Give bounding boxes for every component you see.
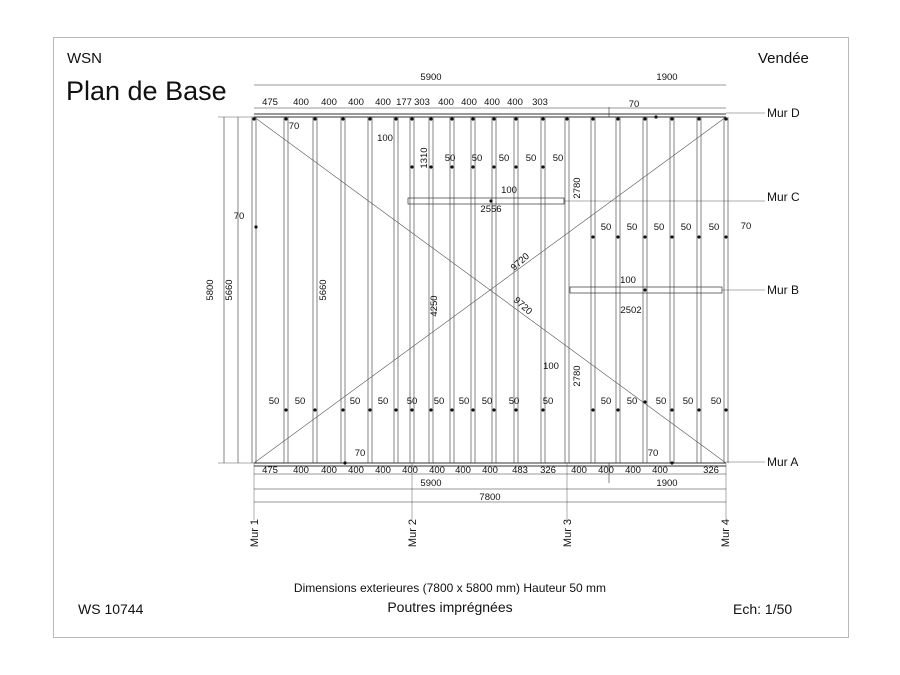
diagonal-length-label: 9720 bbox=[508, 250, 532, 274]
joint-marker bbox=[643, 117, 646, 120]
dim-label-top-segment: 303 bbox=[414, 97, 430, 108]
joint-marker bbox=[591, 408, 594, 411]
spacer-label-100: 100 bbox=[377, 133, 393, 144]
joint-marker bbox=[541, 117, 544, 120]
wall-label-mur-1: Mur 1 bbox=[249, 518, 261, 548]
dim-label-bottom-1900: 1900 bbox=[656, 478, 678, 489]
wall-label-mur-d: Mur D bbox=[767, 106, 800, 120]
joist-label-1310: 1310 bbox=[419, 147, 430, 169]
exterior-dimensions-note: Dimensions exterieures (7800 x 5800 mm) Hauteur 50 mm bbox=[293, 581, 607, 595]
joint-marker bbox=[492, 408, 495, 411]
joint-marker bbox=[616, 117, 619, 120]
joint-marker bbox=[670, 408, 673, 411]
joint-marker bbox=[410, 117, 413, 120]
dim-label-bottom-segment: 400 bbox=[652, 465, 668, 476]
wall-label-mur-4: Mur 4 bbox=[720, 518, 732, 548]
wall-label-mur-b: Mur B bbox=[767, 283, 800, 297]
diagonal-length-label: 9720 bbox=[511, 294, 535, 318]
joint-marker bbox=[368, 408, 371, 411]
dim-label-top-segment: 475 bbox=[262, 97, 278, 108]
joint-marker bbox=[697, 117, 700, 120]
dim-label-top-5900: 5900 bbox=[420, 72, 442, 83]
spacer-label-70: 70 bbox=[628, 99, 640, 110]
dim-label-top-segment: 177 bbox=[396, 97, 412, 108]
wall-label-mur-c: Mur C bbox=[767, 190, 800, 204]
spacer-label-70: 70 bbox=[233, 211, 245, 222]
joint-marker bbox=[514, 408, 517, 411]
joint-marker bbox=[697, 408, 700, 411]
dim-label-bottom-segment: 400 bbox=[375, 465, 391, 476]
joint-marker bbox=[541, 165, 544, 168]
joint-marker bbox=[492, 165, 495, 168]
spacer-label-50: 50 bbox=[268, 396, 280, 407]
joint-marker bbox=[616, 408, 619, 411]
joint-marker bbox=[284, 117, 287, 120]
dim-label-bottom-segment: 400 bbox=[482, 465, 498, 476]
dim-label-top-segment: 400 bbox=[375, 97, 391, 108]
joint-marker bbox=[450, 117, 453, 120]
joint-marker bbox=[471, 165, 474, 168]
spacer-label-50: 50 bbox=[542, 396, 554, 407]
joint-marker bbox=[284, 408, 287, 411]
spacer-label-50: 50 bbox=[600, 396, 612, 407]
dim-label-bottom-segment: 400 bbox=[598, 465, 614, 476]
joint-marker bbox=[643, 235, 646, 238]
joist-label-5660: 5660 bbox=[318, 279, 329, 301]
drawing-reference: WS 10744 bbox=[78, 601, 144, 617]
plan-linework bbox=[218, 85, 765, 520]
dim-label-bottom-segment: 475 bbox=[262, 465, 278, 476]
spacer-label-100: 100 bbox=[620, 275, 636, 286]
spacer-label-50: 50 bbox=[626, 396, 638, 407]
dim-label-bottom-segment: 326 bbox=[540, 465, 556, 476]
dim-label-bottom-segment: 400 bbox=[348, 465, 364, 476]
header-width-label-c: 2556 bbox=[480, 204, 502, 215]
dim-label-top-segment: 400 bbox=[484, 97, 500, 108]
joint-marker bbox=[471, 117, 474, 120]
spacer-label-50: 50 bbox=[708, 222, 720, 233]
joint-marker bbox=[450, 408, 453, 411]
spacer-label-50: 50 bbox=[433, 396, 445, 407]
joint-marker bbox=[429, 408, 432, 411]
spacer-label-70: 70 bbox=[288, 121, 300, 132]
spacer-label-50: 50 bbox=[508, 396, 520, 407]
spacer-label-50: 50 bbox=[653, 222, 665, 233]
joint-marker bbox=[670, 235, 673, 238]
dim-label-bottom-7800: 7800 bbox=[479, 492, 501, 503]
wall-label-mur-2: Mur 2 bbox=[407, 518, 419, 548]
joint-marker bbox=[341, 408, 344, 411]
joint-marker bbox=[341, 117, 344, 120]
joint-marker bbox=[450, 165, 453, 168]
joint-marker bbox=[670, 461, 673, 464]
dim-label-top-segment: 400 bbox=[461, 97, 477, 108]
joint-marker bbox=[368, 117, 371, 120]
drawing-scale: Ech: 1/50 bbox=[733, 601, 793, 617]
header-width-label-b: 2502 bbox=[620, 305, 642, 316]
spacer-label-100: 100 bbox=[501, 185, 517, 196]
wall-label-mur-a: Mur A bbox=[767, 455, 799, 469]
joint-marker bbox=[394, 408, 397, 411]
spacer-label-50: 50 bbox=[680, 222, 692, 233]
joint-marker bbox=[313, 408, 316, 411]
spacer-label-50: 50 bbox=[377, 396, 389, 407]
joint-marker bbox=[643, 288, 646, 291]
joist-label-2780: 2780 bbox=[572, 365, 583, 387]
dim-label-top-segment: 400 bbox=[348, 97, 364, 108]
spacer-label-50: 50 bbox=[682, 396, 694, 407]
spacer-label-50: 50 bbox=[481, 396, 493, 407]
spacer-label-50: 50 bbox=[655, 396, 667, 407]
beams-note: Poutres imprégnées bbox=[387, 599, 513, 615]
spacer-label-50: 50 bbox=[471, 153, 483, 164]
joint-marker bbox=[541, 408, 544, 411]
dim-label-bottom-segment: 400 bbox=[625, 465, 641, 476]
joint-marker bbox=[724, 117, 727, 120]
joint-marker bbox=[654, 115, 657, 118]
spacer-label-50: 50 bbox=[710, 396, 722, 407]
dim-label-top-segment: 303 bbox=[532, 97, 548, 108]
spacer-label-70: 70 bbox=[354, 448, 366, 459]
spacer-label-50: 50 bbox=[294, 396, 306, 407]
joint-marker bbox=[410, 165, 413, 168]
dim-label-bottom-segment: 400 bbox=[402, 465, 418, 476]
dim-label-bottom-segment: 326 bbox=[703, 465, 719, 476]
joint-marker bbox=[724, 235, 727, 238]
spacer-label-50: 50 bbox=[406, 396, 418, 407]
dim-label-top-segment: 400 bbox=[507, 97, 523, 108]
spacer-label-50: 50 bbox=[600, 222, 612, 233]
dim-label-bottom-segment: 400 bbox=[321, 465, 337, 476]
joint-marker bbox=[643, 400, 646, 403]
dim-label-top-1900: 1900 bbox=[656, 72, 678, 83]
joint-marker bbox=[489, 199, 492, 202]
dim-label-bottom-segment: 400 bbox=[455, 465, 471, 476]
spacer-label-50: 50 bbox=[444, 153, 456, 164]
dim-label-height-5800: 5800 bbox=[205, 279, 216, 301]
dim-label-bottom-segment: 400 bbox=[429, 465, 445, 476]
joint-marker bbox=[514, 117, 517, 120]
joint-marker bbox=[724, 408, 727, 411]
spacer-label-50: 50 bbox=[498, 153, 510, 164]
dim-label-top-segment: 400 bbox=[293, 97, 309, 108]
spacer-label-50: 50 bbox=[552, 153, 564, 164]
joint-marker bbox=[514, 165, 517, 168]
joint-marker bbox=[394, 117, 397, 120]
joint-marker bbox=[591, 117, 594, 120]
dim-label-bottom-segment: 400 bbox=[293, 465, 309, 476]
dim-label-bottom-segment: 400 bbox=[571, 465, 587, 476]
joint-marker bbox=[471, 408, 474, 411]
joint-marker bbox=[670, 117, 673, 120]
joist-label-4250: 4250 bbox=[429, 295, 440, 317]
spacer-label-50: 50 bbox=[525, 153, 537, 164]
joint-marker bbox=[410, 408, 413, 411]
joint-marker bbox=[697, 235, 700, 238]
dim-label-top-segment: 400 bbox=[438, 97, 454, 108]
spacer-label-50: 50 bbox=[349, 396, 361, 407]
dim-label-height-5660: 5660 bbox=[224, 279, 235, 301]
joint-marker bbox=[565, 117, 568, 120]
joint-marker bbox=[429, 117, 432, 120]
dim-label-bottom-segment: 483 bbox=[512, 465, 528, 476]
dim-label-top-segment: 400 bbox=[321, 97, 337, 108]
dim-label-bottom-5900: 5900 bbox=[420, 478, 442, 489]
spacer-label-70: 70 bbox=[740, 221, 752, 232]
joint-marker bbox=[616, 235, 619, 238]
spacer-label-100: 100 bbox=[543, 361, 559, 372]
brand-label: WSN bbox=[67, 50, 102, 67]
joint-marker bbox=[343, 461, 346, 464]
region-label: Vendée bbox=[758, 50, 809, 67]
joint-marker bbox=[313, 117, 316, 120]
joint-marker bbox=[254, 225, 257, 228]
spacer-label-50: 50 bbox=[626, 222, 638, 233]
spacer-label-70: 70 bbox=[647, 448, 659, 459]
page-title: Plan de Base bbox=[66, 76, 227, 106]
wall-label-mur-3: Mur 3 bbox=[562, 518, 574, 548]
joint-marker bbox=[252, 117, 255, 120]
joist-label-2780: 2780 bbox=[572, 177, 583, 199]
joint-marker bbox=[591, 235, 594, 238]
plan-labels bbox=[205, 72, 800, 547]
joint-marker bbox=[492, 117, 495, 120]
spacer-label-50: 50 bbox=[458, 396, 470, 407]
